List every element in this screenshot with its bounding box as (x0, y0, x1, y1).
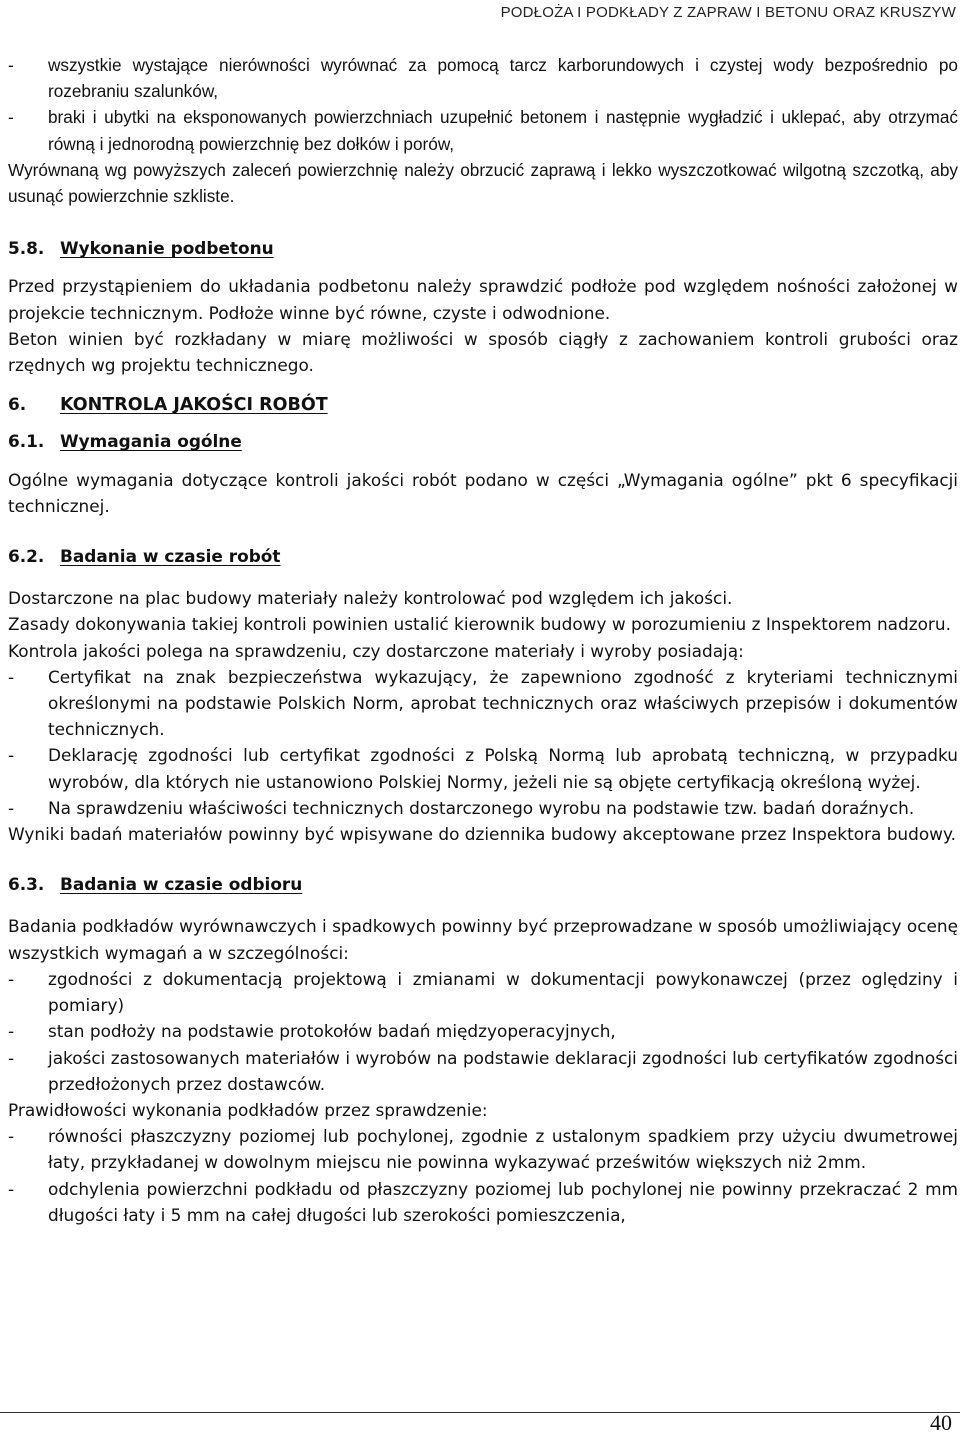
list-item (8, 1176, 958, 1228)
section-heading (8, 235, 958, 261)
list-dash: - (8, 1047, 15, 1068)
section-number: 6.2. (8, 546, 45, 567)
list-item (8, 104, 958, 156)
paragraph: Beton winien być rozkładany w miarę możliwości w sposób ciągły z zachowaniem kontroli grubości oraz rzędnych wg projektu technicznego. (8, 328, 958, 376)
list-item (8, 1018, 958, 1044)
paragraph: Ogólne wymagania dotyczące kontroli jakości robót podano w części „Wymagania ogólne” pkt 6 specyfikacji technicznej. (8, 469, 958, 516)
section-number: 5.8. (8, 238, 45, 259)
section-title: Badania w czasie robót (60, 546, 281, 567)
list-item-text: braki i ubytki na eksponowanych powierzchniach uzupełnić betonem i następnie wygładzić i uklepać, aby otrzymać równą i jednorodną powierzchnię bez dołków i porów, (48, 107, 958, 154)
list-item-text: równości płaszczyzny poziomej lub pochylonej, zgodnie z ustalonym spadkiem przy użyciu dwumetrowej łaty, przykładanej w dowolnym miejscu nie powinna wykazywać prześwitów większych niż 2mm. (48, 1126, 958, 1173)
chapter-title: KONTROLA JAKOŚCI ROBÓT (60, 395, 328, 416)
list-item-text: stan podłoży na podstawie protokołów badań międzyoperacyjnych, (48, 1021, 616, 1042)
paragraph: Dostarczone na plac budowy materiały należy kontrolować pod względem ich jakości. (8, 588, 733, 609)
paragraph: Badania podkładów wyrównawczych i spadkowych powinny być przeprowadzane w sposób umożliwiający ocenę wszystkich wymagań a w szczególności: (8, 916, 958, 963)
paragraph: Zasady dokonywania takiej kontroli powinien ustalić kierownik budowy w porozumieniu z Inspektorem nadzoru. (8, 614, 951, 635)
section-title: Wymagania ogólne (60, 431, 242, 452)
list-item-text: zgodności z dokumentacją projektową i zmianami w dokumentacji powykonawczej (przez oględziny i pomiary) (48, 968, 958, 1016)
paragraph: Wyrównaną wg powyższych zaleceń powierzchnię należy obrzucić zaprawą i lekko wyszczotkować wilgotną szczotką, aby usunąć powierzchnie szkliste. (8, 159, 958, 207)
list-item-text: Certyfikat na znak bezpieczeństwa wykazujący, że zapewniono zgodność z kryteriami technicznymi określonymi na podstawie Polskich Norm, aprobat technicznych oraz właściwych przepisów i dokumentów technicznych. (48, 666, 958, 740)
section-heading (8, 543, 958, 569)
section-title: Wykonanie podbetonu (60, 238, 274, 259)
list-item-text: Na sprawdzeniu właściwości technicznych dostarczonego wyrobu na podstawie tzw. badań doraźnych. (48, 797, 915, 818)
list-item (8, 52, 958, 104)
list-item-text: odchylenia powierzchni podkładu od płaszczyzny poziomej lub pochylonej nie powinny przekraczać 2 mm długości łaty i 5 mm na całej długości lub szerokości pomieszczenia, (48, 1178, 958, 1225)
paragraph: Kontrola jakości polega na sprawdzeniu, czy dostarczone materiały i wyroby posiadają: (8, 640, 744, 661)
list-item (8, 1045, 958, 1097)
running-header: PODŁOŻA I PODKŁADY Z ZAPRAW I BETONU ORAZ KRUSZYW (500, 4, 956, 21)
section-number: 6.3. (8, 874, 45, 895)
page-number: 40 (930, 1410, 952, 1435)
list-item (8, 742, 958, 794)
list-item (8, 966, 958, 1018)
paragraph: Wyniki badań materiałów powinny być wpisywane do dziennika budowy akceptowane przez Inspektora budowy. (8, 824, 956, 845)
list-item (8, 664, 958, 743)
list-item-text: jakości zastosowanych materiałów i wyrobów na podstawie deklaracji zgodności lub certyfikatów zgodności przedłożonych przez dostawców. (48, 1047, 958, 1094)
chapter-number: 6. (8, 394, 27, 415)
section-heading (8, 428, 958, 454)
footer-divider (0, 1412, 960, 1413)
list-item-text: wszystkie wystające nierówności wyrównać za pomocą tarcz karborundowych i czystej wody bezpośrednio po rozebraniu szalunków, (48, 55, 958, 102)
section-title: Badania w czasie odbioru (60, 874, 303, 895)
list-dash: - (8, 797, 15, 818)
list-item-text: Deklarację zgodności lub certyfikat zgodności z Polską Normą lub aprobatą techniczną, w przypadku wyrobów, dla których nie ustanowiono Polskiej Normy, jeżeli nie są objęte certyfikacją określoną wyżej. (48, 745, 958, 792)
paragraph: Prawidłowości wykonania podkładów przez sprawdzenie: (8, 1099, 488, 1120)
intro-block (8, 52, 958, 209)
paragraph: Przed przystąpieniem do układania podbetonu należy sprawdzić podłoże pod względem nośności założonej w projekcie technicznym. Podłoże winne być równe, czyste i odwodnione. (8, 276, 958, 323)
list-item (8, 1123, 958, 1175)
list-dash: - (8, 1126, 15, 1147)
section-number: 6.1. (8, 431, 45, 452)
document-body (8, 52, 958, 1228)
section-heading (8, 871, 958, 897)
list-dash: - (8, 107, 14, 128)
list-dash: - (8, 745, 15, 766)
list-dash: - (8, 1021, 15, 1042)
chapter-heading (8, 391, 958, 418)
list-dash: - (8, 1178, 15, 1199)
list-dash: - (8, 968, 15, 989)
list-dash: - (8, 55, 14, 75)
list-dash: - (8, 666, 15, 687)
list-item (8, 795, 958, 821)
